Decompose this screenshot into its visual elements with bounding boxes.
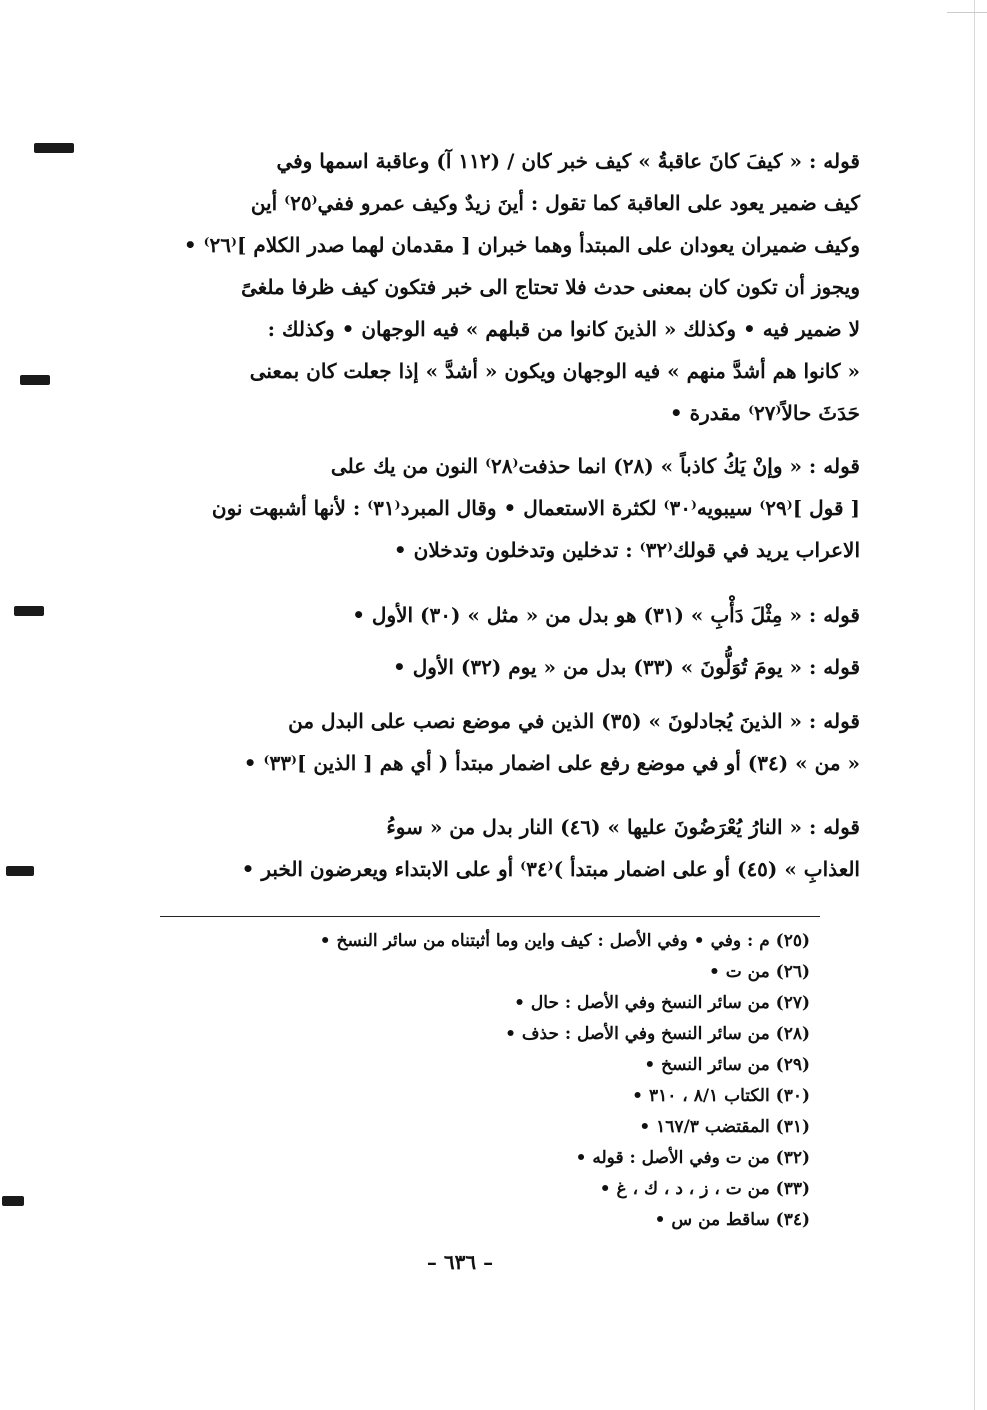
footnote-item: (٣٤) ساقط من س • <box>654 1210 810 1230</box>
text-line: « من » (٣٤) أو في موضع رفع على اضمار مبتدأ ( أي هم [ الذين ]⁽٣٣⁾ • <box>243 751 860 775</box>
footnote-item: (٣٣) من ت ، ز ، د ، ك ، غ • <box>599 1179 810 1199</box>
footnote-item: (٢٩) من سائر النسخ • <box>644 1055 810 1075</box>
footnotes-list <box>160 926 810 1236</box>
page-number: – ٦٣٦ – <box>426 1250 494 1274</box>
scan-edge-tick <box>947 12 987 13</box>
text-line: لا ضمير فيه • وكذلك « الذينَ كانوا من قبلهم » فيه الوجهان • وكذلك : <box>267 317 860 341</box>
scan-mark-5 <box>2 1196 24 1206</box>
text-line: حَدَثَ حالاً⁽٢٧⁾ مقدرة • <box>669 401 860 425</box>
text-line: قوله : « النارُ يُعْرَضُونَ عليها » (٤٦) النار بدل من « سوءُ <box>386 815 860 839</box>
footnote-item: (٢٦) من ت • <box>708 962 810 982</box>
text-line: « كانوا هم أشدَّ منهم » فيه الوجهان ويكون « أشدَّ » إذا جعلت كان بمعنى <box>249 359 860 383</box>
scan-edge-line <box>974 0 975 1410</box>
footnote-divider <box>160 916 820 917</box>
scan-mark-4 <box>6 866 34 876</box>
footnote-item: (٣٢) من ت وفي الأصل : قوله • <box>575 1148 810 1168</box>
text-line: قوله : « يومَ تُوَلُّونَ » (٣٣) بدل من « يوم (٣٢) الأول • <box>393 655 860 679</box>
footnote-item: (٣٠) الكتاب ٨/١ ، ٣١٠ • <box>632 1086 810 1106</box>
text-line: قوله : « الذينَ يُجادلونَ » (٣٥) الذين في موضع نصب على البدل من <box>288 709 860 733</box>
footnote-item: (٢٧) من سائر النسخ وفي الأصل : حال • <box>514 993 810 1013</box>
paragraph-2 <box>140 445 860 571</box>
footnote-item: (٢٥) م : وفي • وفي الأصل : كيف واين وما أثبتناه من سائر النسخ • <box>319 931 810 951</box>
text-line: ويجوز أن تكون كان بمعنى حدث فلا تحتاج الى خبر فتكون كيف ظرفا ملغىً <box>241 275 860 299</box>
scan-mark-3 <box>14 606 44 616</box>
text-line: وكيف ضميران يعودان على المبتدأ وهما خبران [ مقدمان لهما صدر الكلام ]⁽٢٦⁾ • <box>183 233 860 257</box>
paragraph-4 <box>140 646 860 688</box>
text-line: قوله : « كيفَ كانَ عاقبةُ » كيف خبر كان / (١١٢ آ) وعاقبة اسمها وفي <box>276 149 860 173</box>
paragraph-6 <box>140 806 860 890</box>
scan-mark-2 <box>20 375 50 385</box>
text-line: قوله : « مِثْلَ دَأْبِ » (٣١) هو بدل من « مثل » (٣٠) الأول • <box>352 603 860 627</box>
footnote-item: (٢٨) من سائر النسخ وفي الأصل : حذف • <box>505 1024 810 1044</box>
paragraph-5 <box>140 700 860 784</box>
text-line: العذابِ » (٤٥) أو على اضمار مبتدأ )⁽٣٤⁾ أو على الابتداء ويعرضون الخبر • <box>241 857 860 881</box>
text-line: الاعراب يريد في قولك⁽٣٢⁾ : تدخلين وتدخلون وتدخلان • <box>393 538 860 562</box>
text-line: [ قول ]⁽٢٩⁾ سيبويه⁽٣٠⁾ لكثرة الاستعمال • وقال المبرد⁽٣١⁾ : لأنها أشبهت نون <box>211 496 860 520</box>
paragraph-1 <box>140 140 860 434</box>
paragraph-3 <box>140 594 860 636</box>
text-line: كيف ضمير يعود على العاقبة كما تقول : أينَ زيدٌ وكيف عمرو ففي⁽٢٥⁾ أين <box>250 191 860 215</box>
footnote-item: (٣١) المقتضب ١٦٧/٣ • <box>639 1117 810 1137</box>
text-line: قوله : « وإنْ يَكُ كاذباً » (٢٨) انما حذفت⁽٢٨⁾ النون من يك على <box>330 454 860 478</box>
scan-mark-1 <box>34 143 74 153</box>
